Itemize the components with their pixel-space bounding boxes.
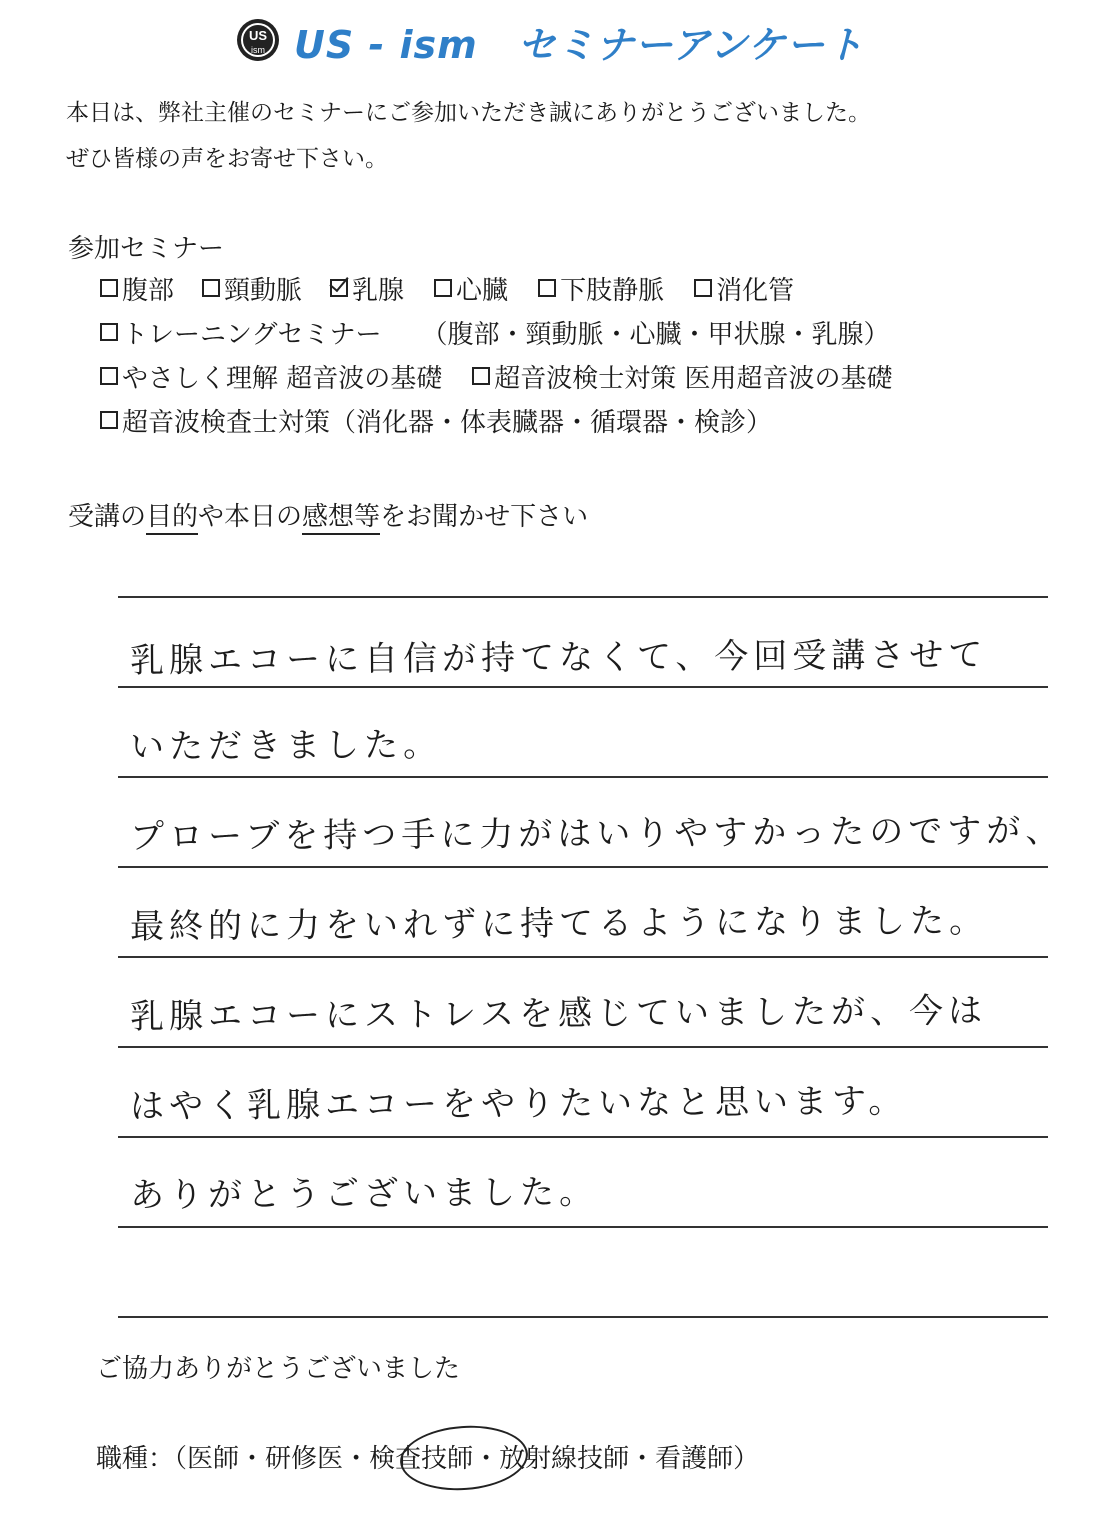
handwritten-line-4: 最終的に力をいれずに持てるようになりました。	[129, 901, 989, 947]
occupation-option[interactable]: 看護師	[655, 1444, 734, 1474]
handwritten-line-5: 乳腺エコーにストレスを感じていましたが、今は	[129, 991, 988, 1037]
handwritten-line-6: はやく乳腺エコーをやりたいなと思います。	[129, 1081, 908, 1127]
seminar-row-3	[100, 358, 893, 394]
answer-rule	[118, 596, 1048, 598]
checkbox[interactable]	[538, 279, 556, 297]
checkbox[interactable]	[100, 279, 118, 297]
occupation-row: 職種：（医師・研修医・検査技師・放射線技師・看護師）	[96, 1444, 760, 1474]
checkbox[interactable]	[202, 279, 220, 297]
option-carotid[interactable]: 頸動脈	[202, 270, 302, 307]
intro-line-1: 本日は、弊社主催のセミナーにご参加いただき誠にありがとうございました。	[66, 100, 871, 126]
intro-line-2: ぜひ皆様の声をお寄せ下さい。	[66, 146, 388, 172]
checkbox[interactable]	[472, 367, 490, 385]
closing-thanks: ご協力ありがとうございました	[96, 1354, 461, 1384]
option-gi-tract[interactable]: 消化管	[694, 270, 794, 307]
answer-rule	[118, 1316, 1048, 1318]
seminar-row-1	[100, 270, 794, 306]
selection-circle-mark	[398, 1422, 530, 1495]
occupation-option[interactable]: 放射線技師	[499, 1444, 630, 1474]
feedback-question: 受講の目的や本日の感想等をお聞かせ下さい	[68, 496, 588, 533]
title-main: セミナーアンケート	[517, 23, 865, 67]
option-training-seminar[interactable]: トレーニングセミナー	[100, 314, 381, 351]
option-sonographer-exam-prep[interactable]: 超音波検査士対策（消化器・体表臓器・循環器・検診）	[100, 402, 772, 439]
handwritten-line-3: プローブを持つ手に力がはいりやすかったのですが、	[129, 810, 1065, 858]
seminar-row-2	[100, 314, 890, 350]
answer-rule	[118, 776, 1048, 778]
title-brand: US - ism	[294, 23, 478, 67]
logo-seal	[236, 18, 280, 62]
handwritten-line-1: 乳腺エコーに自信が持てなくて、今回受講させて	[129, 635, 988, 681]
option-heart[interactable]: 心臓	[434, 270, 508, 307]
checkbox[interactable]	[100, 367, 118, 385]
seminar-heading: 参加セミナー	[68, 234, 225, 264]
svg-text:US: US	[248, 28, 268, 43]
occupation-option[interactable]: 医師	[187, 1444, 240, 1474]
answer-rule	[118, 1226, 1048, 1228]
occupation-option-selected[interactable]: 検査技師	[369, 1444, 474, 1474]
handwritten-line-7: ありがとうございました。	[129, 1172, 599, 1216]
checkbox[interactable]	[694, 279, 712, 297]
answer-rule	[118, 866, 1048, 868]
option-lower-limb-vein[interactable]: 下肢静脈	[538, 270, 664, 307]
checkbox[interactable]	[434, 279, 452, 297]
option-breast[interactable]: 乳腺	[330, 270, 404, 307]
page-title	[294, 14, 865, 69]
training-note: （腹部・頸動脈・心臓・甲状腺・乳腺）	[421, 319, 890, 350]
answer-rule	[118, 1046, 1048, 1048]
option-basic-ultrasound[interactable]: やさしく理解 超音波の基礎	[100, 358, 442, 395]
answer-rule	[118, 956, 1048, 958]
checkbox[interactable]	[100, 411, 118, 429]
seminar-row-4	[100, 402, 772, 438]
occupation-option[interactable]: 研修医	[265, 1444, 344, 1474]
answer-rule	[118, 1136, 1048, 1138]
answer-rule	[118, 686, 1048, 688]
handwritten-line-2: いただきました。	[129, 724, 443, 768]
svg-text:ism: ism	[251, 45, 265, 55]
option-abdomen[interactable]: 腹部	[100, 270, 174, 307]
option-exam-prep-medical[interactable]: 超音波検士対策 医用超音波の基礎	[472, 358, 892, 395]
checkbox[interactable]	[100, 323, 118, 341]
checkbox-checked[interactable]	[330, 279, 348, 297]
